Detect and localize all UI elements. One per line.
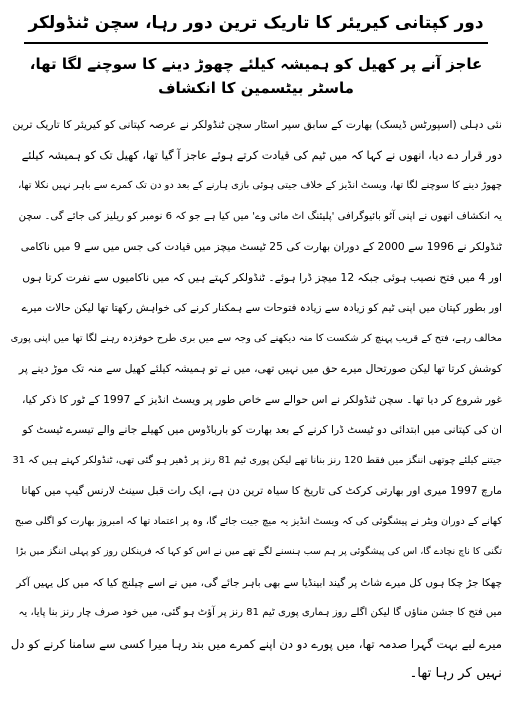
article-line: نہیں کر رہا تھا۔	[409, 666, 502, 681]
subheadline: عاجز آنے پر کھیل کو ہمیشہ کیلئے چھوڑ دینے کا سوچنے لگا تھا، ماسٹر بیٹسمین کا انکشاف	[29, 55, 483, 97]
article-line: مخالف رہے، فتح کے قریب پہنچ کر شکست کا منہ دیکھنے کی وجہ سے میں بری طرح خوفزدہ رہنے لگا تھا میں اپنی پوری	[10, 332, 502, 344]
headline: دور کپتانی کیریئر کا تاریک ترین دور رہا، سچن ٹنڈولکر	[28, 13, 484, 33]
article-line: نئی دہلی (اسپورٹس ڈیسک) بھارت کے سابق سپر اسٹار سچن ٹنڈولکر نے عرصہ کپتانی کو کیریئر کا تاریک ترین	[12, 118, 502, 131]
article-line: دور قرار دے دیا، انھوں نے کہا کہ میں ٹیم کی قیادت کرتے ہوئے عاجز آ گیا تھا، کھیل تک کو ہمیشہ کیلئے	[21, 148, 502, 162]
article-line: کھانے کے دوران ویٹر نے پیشگوئی کی کہ ویسٹ انڈیز یہ میچ جیت جائے گا، وہ پر اعتماد تھا کہ امبروز بھارت کو اگلی صبح	[14, 515, 502, 527]
article-line: کوشش کرتا تھا لیکن صورتحال میرے حق میں نہیں تھی، میں نے تو ہمیشہ کیلئے کھیل سے منہ تک موڑ دینے پر	[18, 362, 502, 375]
article-line: میں فتح کا جشن مناؤں گا لیکن اگلے روز ہماری پوری ٹیم 81 رنز پر آؤٹ ہو گئی، میں خود صرف چار رنز بنا پایا، یہ	[18, 607, 502, 618]
article-line: اور 4 میں فتح نصیب ہوئی جبکہ 12 میچز ڈرا ہوئے۔ ٹنڈولکر کہتے ہیں کہ میں ناکامیوں سے نفرت کرتا ہوں	[22, 270, 502, 284]
article-line: چھکا جڑ چکا ہوں کل میرے شاٹ پر گیند ابینڈیا سے بھی باہر جائے گی، میں نے اسے چیلنج کیا کہ میں کل یہیں آکر	[16, 576, 502, 589]
article-body	[10, 110, 502, 690]
article-line: ٹنڈولکر نے 1996 سے 2000 کے دوران بھارت کی 25 ٹیسٹ میچز میں قیادت کی جس میں سے 9 میں ناکامی	[20, 240, 502, 253]
article-line: ان کی کپتانی میں ابتدائی دو ٹیسٹ ڈرا کرنے کے بعد بھارت کو بارباڈوس میں کھیلے جانے والے تیسرے ٹیسٹ کو	[22, 423, 502, 436]
article-line: میرے لیے بہت گہرا صدمہ تھا، میں پورے دو دن اپنے کمرے میں بند رہا میرا کسی سے سامنا کرنے کو دل	[10, 636, 502, 651]
article-line: اور بطور کپتان میں اپنی ٹیم کو زیادہ سے زیادہ فتوحات سے ہمکنار کرنے کی خواہش رکھتا تھا لیکن حالات میرے	[21, 302, 502, 314]
article-line: تگنی کا ناچ نچادے گا، اس کی پیشگوئی پر ہم سب ہنسنے لگے تھے میں نے اس کو کہا کہ فرینکلن روز کو پہلی اننگز میں بڑا	[15, 546, 502, 557]
article-line: چھوڑ دینے کا سوچنے لگا تھا، ویسٹ انڈیز کے خلاف جیتی ہوئی بازی ہارنے کے بعد دو دن تک کمرے سے باہر نہیں نکلا تھا،	[18, 180, 502, 191]
article-line: غور شروع کر دیا تھا۔ سچن ٹنڈولکر نے اس حوالے سے خاص طور پر ویسٹ انڈیز کے 1997 کے ٹور کا ذکر کیا،	[21, 392, 502, 406]
article-line: مارچ 1997 میری اور بھارتی کرکٹ کی تاریخ کا سیاہ ترین دن ہے، ایک رات قبل سینٹ لارنس گیپ میں کھانا	[21, 484, 502, 497]
article-line: یہ انکشاف انھوں نے اپنی آٹو بائیوگرافی 'پلیئنگ اٹ مائی وے' میں کیا ہے جو کہ 6 نومبر کو ریلیز کی جائے گی۔ سچن	[18, 210, 502, 222]
headline-divider	[24, 42, 488, 44]
article-line: جیتنے کیلئے چوتھی اننگز میں فقط 120 رنز بنانا تھے لیکن پوری ٹیم 81 رنز پر ڈھیر ہو گئی تھی، ٹنڈولکر کہتے ہیں کہ 31	[12, 454, 502, 466]
